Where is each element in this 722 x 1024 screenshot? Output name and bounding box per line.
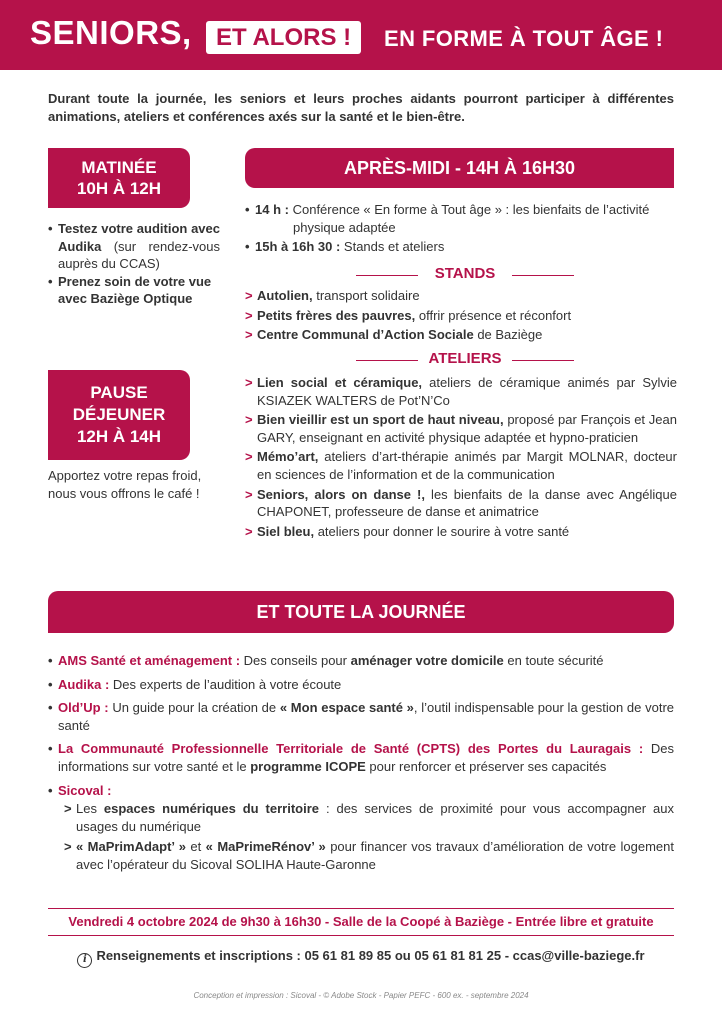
chevron-right-icon: > bbox=[245, 486, 253, 502]
divider bbox=[356, 275, 418, 276]
bullet-icon: • bbox=[48, 676, 53, 692]
bullet-icon: • bbox=[48, 741, 53, 757]
ateliers-heading: ATELIERS bbox=[356, 350, 574, 367]
list-item: • Sicoval : > Les espaces numériques du territoire : des services de proximité pour vous accompagner aux usages du numérique > « MaPrimAdapt’ » et « MaPrimeRénov’ » pour financer vos travaux d’amélioration de votre logement avec l’opérateur du Sicoval SOLIHA Haute-Garonne bbox=[48, 782, 675, 872]
credits-footer: Conception et impression : Sicoval - © Adobe Stock - Papier PEFC - 600 ex. - septembre 2024 bbox=[193, 991, 529, 1000]
contact-text: Renseignements et inscriptions : 05 61 81 89 85 ou 05 61 81 81 25 - ccas@ville-baziege.fr bbox=[96, 948, 645, 963]
bullet-icon: • bbox=[245, 202, 250, 217]
chevron-right-icon: > bbox=[245, 412, 253, 428]
morning-hours: 10H À 12H bbox=[76, 179, 162, 198]
lunch-hours: 12H À 14H bbox=[76, 427, 162, 446]
intro-text: Durant toute la journée, les seniors et leurs proches aidants pourront participer à différentes animations, ateliers et conférences axés sur la santé et le bien-être. bbox=[48, 91, 674, 124]
morning-list bbox=[48, 220, 220, 308]
chevron-right-icon: > bbox=[245, 449, 253, 465]
list-item: > Siel bleu, ateliers pour donner le sourire à votre santé bbox=[245, 523, 570, 539]
bullet-icon: • bbox=[48, 782, 53, 798]
lunch-header bbox=[48, 370, 190, 460]
list-item: • 15h à 16h 30 : Stands et ateliers bbox=[245, 239, 445, 255]
list-item: > Autolien, transport solidaire bbox=[245, 288, 420, 303]
list-item: > Bien vieillir est un sport de haut niveau, proposé par François et Jean GARY, enseignant en activité physique adaptée et hypno-praticien bbox=[245, 412, 677, 445]
morning-header bbox=[48, 148, 190, 208]
list-item: > Les espaces numériques du territoire : des services de proximité pour vous accompagner aux usages du numérique bbox=[64, 801, 674, 834]
contact-info bbox=[48, 948, 674, 968]
bullet-icon: • bbox=[48, 653, 53, 668]
allday-list bbox=[48, 652, 674, 880]
lunch-subtitle: DÉJEUNER bbox=[72, 405, 166, 424]
list-item: > Mémo’art, ateliers d’art-thérapie animés par Margit MOLNAR, docteur en sciences de l’information et de la communication bbox=[245, 449, 677, 482]
list-item: • La Communauté Professionnelle Territoriale de Santé (CPTS) des Portes du Lauragais : Des informations sur votre santé et le programme ICOPE pour renforcer et préserver ses capacités bbox=[48, 741, 674, 774]
bullet-icon: • bbox=[48, 700, 53, 716]
event-details: Vendredi 4 octobre 2024 de 9h30 à 16h30 - Salle de la Coopé à Baziège - Entrée libre et gratuite bbox=[48, 908, 674, 936]
list-item: > Lien social et céramique, ateliers de céramique animés par Sylvie KSIAZEK WALTERS de Pot’N’Co bbox=[245, 375, 677, 408]
chevron-right-icon: > bbox=[64, 839, 72, 855]
title-banner bbox=[0, 0, 722, 70]
chevron-right-icon: > bbox=[245, 327, 253, 343]
bullet-icon: • bbox=[48, 221, 53, 236]
chevron-right-icon: > bbox=[245, 288, 253, 303]
list-item: • Audika : Des experts de l’audition à votre écoute bbox=[48, 676, 342, 692]
list-item: > Centre Communal d’Action Sociale de Baziège bbox=[245, 327, 543, 343]
list-item: > Petits frères des pauvres, offrir présence et réconfort bbox=[245, 307, 572, 323]
afternoon-title: APRÈS-MIDI - 14H À 16H30 bbox=[343, 158, 576, 178]
stands-list bbox=[245, 287, 677, 344]
lunch-text: Apportez votre repas froid, nous vous offrons le café ! bbox=[48, 468, 202, 501]
banner-title-et-alors: ET ALORS ! bbox=[206, 21, 361, 54]
divider bbox=[356, 360, 418, 361]
chevron-right-icon: > bbox=[64, 801, 72, 817]
afternoon-schedule bbox=[245, 201, 677, 256]
divider bbox=[512, 360, 574, 361]
afternoon-header bbox=[245, 148, 674, 188]
list-item: > Seniors, alors on danse !, les bienfaits de la danse avec Angélique CHAPONET, professeure de danse et animatrice bbox=[245, 486, 678, 520]
stands-heading: STANDS bbox=[356, 265, 574, 282]
list-item: • 14 h : Conférence « En forme à Tout âge » : les bienfaits de l’activité physique adaptée bbox=[245, 202, 650, 235]
list-item: • Prenez soin de votre vue avec Baziège Optique bbox=[48, 273, 212, 307]
info-icon: i bbox=[77, 953, 92, 968]
list-item: > « MaPrimAdapt’ » et « MaPrimeRénov’ » pour financer vos travaux d’amélioration de votre logement avec l’opérateur du Sicoval SOLIHA Haute-Garonne bbox=[64, 839, 675, 872]
divider bbox=[512, 275, 574, 276]
banner-title-en-forme: EN FORME À TOUT ÂGE ! bbox=[384, 26, 664, 51]
morning-title: MATINÉE bbox=[81, 158, 157, 177]
list-item: • Old’Up : Un guide pour la création de « Mon espace santé », l’outil indispensable pour la gestion de votre santé bbox=[48, 700, 674, 733]
lunch-title: PAUSE bbox=[90, 383, 148, 402]
list-item: • Testez votre audition avec Audika (sur rendez-vous auprès du CCAS) bbox=[48, 221, 220, 272]
allday-header bbox=[48, 591, 674, 633]
chevron-right-icon: > bbox=[245, 375, 253, 390]
banner-title-seniors: SENIORS, bbox=[30, 14, 192, 51]
list-item: • AMS Santé et aménagement : Des conseils pour aménager votre domicile en toute sécurité bbox=[48, 653, 604, 668]
chevron-right-icon: > bbox=[245, 523, 253, 539]
chevron-right-icon: > bbox=[245, 307, 253, 323]
bullet-icon: • bbox=[48, 273, 53, 289]
allday-title: ET TOUTE LA JOURNÉE bbox=[256, 602, 466, 622]
bullet-icon: • bbox=[245, 239, 250, 255]
ateliers-list bbox=[245, 374, 677, 540]
